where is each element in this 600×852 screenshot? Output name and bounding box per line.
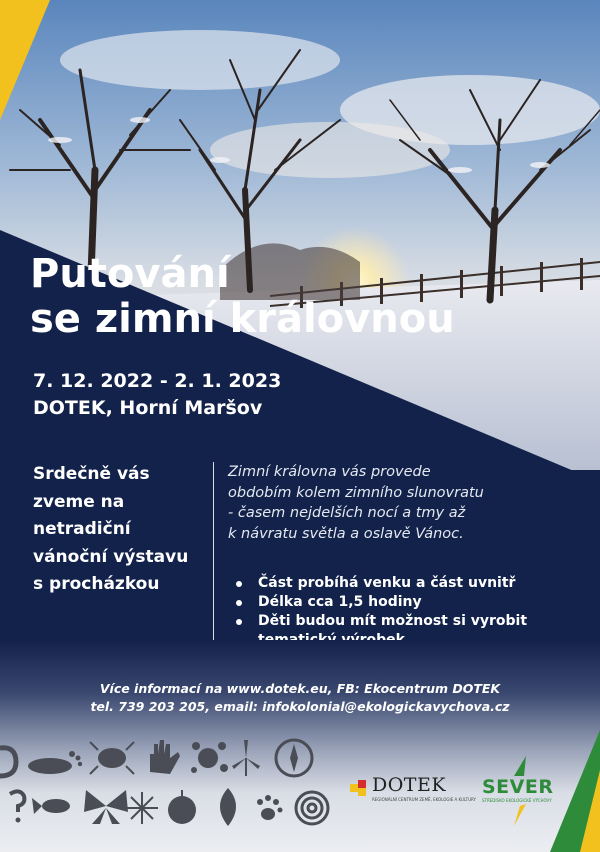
burst-icon bbox=[126, 792, 158, 824]
dotek-logo bbox=[350, 774, 476, 806]
contact-line-2: tel. 739 203 205, email: infokolonial@ekologickavychova.cz bbox=[90, 699, 510, 714]
contact-info bbox=[0, 680, 600, 716]
spiral-shell-icon bbox=[0, 748, 16, 776]
nature-icons bbox=[0, 736, 340, 836]
leaf-icon bbox=[220, 788, 236, 826]
sever-logo-name: SEVER bbox=[482, 776, 554, 798]
green-yellow-corner-accent bbox=[540, 730, 600, 852]
list-item: Délka cca 1,5 hodiny bbox=[232, 593, 572, 612]
title-line-1: Putování bbox=[30, 251, 230, 297]
title-line-2: se zimní královnou bbox=[30, 296, 455, 342]
vertical-divider bbox=[213, 462, 214, 658]
spiral-icon bbox=[296, 792, 328, 824]
footprint-icon bbox=[28, 751, 82, 774]
description-line-3: - časem nejdelších nocí a tmy až bbox=[228, 505, 466, 521]
dotek-logo-mark bbox=[350, 780, 366, 796]
butterfly-icon bbox=[84, 790, 128, 824]
paw-icon bbox=[257, 795, 283, 820]
info-list bbox=[232, 574, 572, 650]
sever-logo-tagline: STŘEDISKO EKOLOGICKÉ VÝCHOVY bbox=[482, 798, 552, 803]
contact-line-1: Více informací na www.dotek.eu, FB: Ekocentrum DOTEK bbox=[99, 681, 501, 696]
splash-icon bbox=[191, 742, 228, 773]
description-line-2: obdobím kolem zimního slunovratu bbox=[228, 484, 484, 501]
yellow-corner-accent bbox=[0, 0, 50, 120]
hand-icon bbox=[150, 740, 180, 774]
apple-icon bbox=[168, 790, 196, 824]
windmill-icon bbox=[232, 740, 260, 776]
dotek-logo-name: DOTEK bbox=[372, 774, 447, 796]
event-place: DOTEK, Horní Maršov bbox=[33, 397, 263, 419]
event-dates: 7. 12. 2022 - 2. 1. 2023 bbox=[33, 370, 282, 392]
compass-icon bbox=[276, 740, 312, 776]
fish-icon bbox=[32, 798, 70, 814]
question-mark-icon bbox=[10, 791, 24, 822]
description-line-4: k návratu světla a oslavě Vánoc. bbox=[228, 525, 464, 542]
event-info bbox=[33, 368, 281, 422]
beetle-icon bbox=[90, 742, 134, 774]
list-item: Část probíhá venku a část uvnitř bbox=[232, 574, 572, 593]
invitation-text: Srdečně vás zveme na netradiční vánoční výstavu s procházkou bbox=[33, 464, 189, 594]
dotek-logo-tagline: REGIONÁLNÍ CENTRUM ZEMĚ, EKOLOGIE A KULTURY bbox=[372, 797, 476, 802]
description-line-1: Zimní královna vás provede bbox=[228, 464, 431, 480]
description bbox=[228, 462, 548, 544]
poster-title bbox=[30, 252, 455, 342]
list-item: Děti budou mít možnost si vyrobit bbox=[232, 612, 572, 650]
